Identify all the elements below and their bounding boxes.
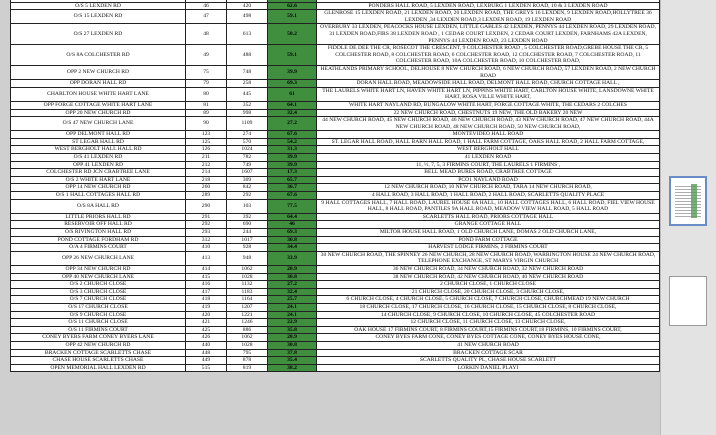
addresses-cell: WHITE HART NAYLAND RD, BUNGALOW WHITE HART, FORGE COTTAGE WHITE, THE CEDARS 2 COLCHES [317, 101, 660, 109]
count-cell: 878 [227, 357, 268, 365]
ref-cell: 312 [186, 236, 227, 244]
location-cell: O/S 3 CHURCH CLOSE [11, 288, 186, 296]
percent-cell: 67.6 [268, 131, 317, 139]
page-thumbnail-next[interactable] [669, 276, 707, 326]
percent-cell: 17.3 [268, 169, 317, 177]
count-cell: 819 [227, 364, 268, 372]
count-cell: 1028 [227, 273, 268, 281]
location-cell: OPP 20 NEW CHURCH RD [11, 109, 186, 117]
location-cell: POND COTTAGE FORDHAM RD [11, 236, 186, 244]
table-row [11, 296, 660, 304]
addresses-cell: MILTOR HOUSE HALL ROAD, 1 OLD CHURCH LANE, DOMAS 2 OLD CHURCH LANE, [317, 229, 660, 237]
table-row [11, 131, 660, 139]
ref-cell: 218 [186, 176, 227, 184]
table-row [11, 281, 660, 289]
location-cell: O/S 41 LEXDEN RD [11, 154, 186, 162]
addresses-cell: PONDERS HALL ROAD, 5 LEXDEN ROAD, LEXBURG 1 LEXDEN ROAD, 10 & 3 LEXDEN ROAD [317, 2, 660, 10]
ref-cell: 292 [186, 221, 227, 229]
ref-cell: 448 [186, 349, 227, 357]
ref-cell: 515 [186, 364, 227, 372]
location-cell: RESERVOIR OFF HALL RD [11, 221, 186, 229]
table-row [11, 221, 660, 229]
count-cell: 749 [227, 161, 268, 169]
percent-cell: 30.8 [268, 341, 317, 349]
addresses-cell: 41 LEXDEN ROAD [317, 154, 660, 162]
count-cell: 1607 [227, 169, 268, 177]
ref-cell: 81 [186, 101, 227, 109]
ref-cell: 90 [186, 117, 227, 131]
location-cell: OPP 40 NEW CHURCH LANE [11, 273, 186, 281]
location-cell: OPP 42 NEW CHURCH RD [11, 341, 186, 349]
percent-cell: 37.8 [268, 349, 317, 357]
ref-cell: 425 [186, 326, 227, 334]
thumbnail-text-lines [675, 184, 701, 218]
count-cell: 795 [227, 349, 268, 357]
count-cell: 748 [227, 65, 268, 79]
percent-cell: 31.3 [268, 146, 317, 154]
percent-cell: 27.2 [268, 281, 317, 289]
addresses-cell: 44 NEW CHURCH ROAD, 45 NEW CHURCH ROAD, 46 NEW CHURCH ROAD, 43 NEW CHURCH ROAD, 47 NEW CHURCH ROAD, 44A NEW CHURCH ROAD, 48 NEW CHURCH ROAD, 50 NEW CHURCH ROAD, [317, 117, 660, 131]
table-row [11, 45, 660, 66]
percent-cell: 50.2 [268, 24, 317, 45]
addresses-cell: 9 HALL COTTAGES HALL, 7 HALL ROAD, LAUREL HOUSE 6A HALL, 10 HALL COTTAGES HALL, 6 HALL ROAD, FIEL VIEW HOUSE HALL, 8 HALL ROAD, PANTILES 9A HALL ROAD, MEADOW VIEW HALL ROAD, 5 HALL ROAD [317, 199, 660, 213]
table-row [11, 192, 660, 200]
table-row [11, 213, 660, 221]
table-row [11, 349, 660, 357]
ref-cell: 289 [186, 192, 227, 200]
count-cell: 1024 [227, 146, 268, 154]
ref-cell: 75 [186, 65, 227, 79]
addresses-cell: 30 NEW CHURCH ROAD, THE SPINNEY 26 NEW CHURCH, 28 NEW CHURCH ROAD, WARRINGTON HOUSE 24 NEW CHURCH ROAD, TELEPHONE EXCHANGE, ST MARYS VIRGIN CHURCH [317, 251, 660, 265]
count-cell: 782 [227, 154, 268, 162]
location-cell: O/S 47 NEW CHURCH LANE [11, 117, 186, 131]
table-row [11, 236, 660, 244]
location-cell: LITTLE PRIORS HALL RD [11, 213, 186, 221]
count-cell: 998 [227, 109, 268, 117]
ref-cell: 123 [186, 131, 227, 139]
addresses-cell: BRACKEN COTTAGE SCAR [317, 349, 660, 357]
ref-cell: 212 [186, 161, 227, 169]
ref-cell: 79 [186, 80, 227, 88]
count-cell: 352 [227, 101, 268, 109]
count-cell: 1164 [227, 296, 268, 304]
table-row [11, 176, 660, 184]
addresses-cell: 36 NEW CHURCH ROAD, 34 NEW CHURCH ROAD, 32 NEW CHURCH ROAD [317, 265, 660, 273]
table-body [11, 0, 660, 372]
percent-cell: 64.1 [268, 101, 317, 109]
location-cell: ST LEGAR HALL RD [11, 138, 186, 146]
count-cell: 1017 [227, 236, 268, 244]
ref-cell: 80 [186, 87, 227, 101]
location-cell: OPEN MEMORIAL HALL LEXDEN RD [11, 364, 186, 372]
addresses-cell: 6 CHURCH CLOSE, 4 CHURCH CLOSE, 5 CHURCH CLOSE, 7 CHURCH CLOSE, CHURCHMEAD 19 NEW CHURCH [317, 296, 660, 304]
table-row [11, 265, 660, 273]
page-thumbnails-panel [660, 0, 716, 435]
location-cell: OPP FORGE COTTAGE WHITE HART LANE [11, 101, 186, 109]
percent-cell: 69.3 [268, 80, 317, 88]
ref-cell: 421 [186, 319, 227, 327]
addresses-cell: 18 CHURCH CLOSE, 17 CHURCH CLOSE, 16 CHURCH CLOSE, 15 CHURCH CLOSE, 8 CHURCH CLOSE, [317, 303, 660, 311]
count-cell: 498 [227, 10, 268, 24]
table-row [11, 357, 660, 365]
ref-cell: 415 [186, 273, 227, 281]
count-cell: 1246 [227, 319, 268, 327]
location-cell: O/A 4 FIRMINS COURT [11, 244, 186, 252]
location-cell: OPP 26 NEW CHURCH LANE [11, 251, 186, 265]
ref-cell: 420 [186, 311, 227, 319]
percent-cell: 39.9 [268, 154, 317, 162]
addresses-cell: BELL MEAD BURES ROAD, CRABTREE COTTAGE [317, 169, 660, 177]
ref-cell: 417 [186, 288, 227, 296]
percent-cell: 67.6 [268, 192, 317, 200]
ref-cell: 416 [186, 281, 227, 289]
location-cell: O/S RIVINGTON HALL RD [11, 229, 186, 237]
ref-cell: 49 [186, 45, 227, 66]
location-cell: O/S 8A HALL RD [11, 199, 186, 213]
percent-cell: 33.9 [268, 251, 317, 265]
count-cell: 613 [227, 24, 268, 45]
addresses-cell: LORKIN DANIEL PLAYI [317, 364, 660, 372]
count-cell: 842 [227, 184, 268, 192]
addresses-cell: OAK HOUSE 17 FIRMINS COURT, 8 FIRMINS COURT,15 FIRMINS COURT,18 FIRMINS, 10 FIRMINS COURT, [317, 326, 660, 334]
location-cell: CONEY BYERS FARM CONEY BYERS LANE [11, 334, 186, 342]
table-row [11, 184, 660, 192]
location-cell: O/S 15 LEXDEN RD [11, 10, 186, 24]
count-cell: 309 [227, 176, 268, 184]
percent-cell: 77.5 [268, 199, 317, 213]
percent-cell: 46 [268, 221, 317, 229]
percent-cell: 59.1 [268, 10, 317, 24]
addresses-cell: SCARLETTS QUALITY PL, CHASE HOUSE SCARLETT [317, 357, 660, 365]
ref-cell: 211 [186, 154, 227, 162]
addresses-cell: 38 NEW CHURCH ROAD, 42 NEW CHURCH ROAD, 40 NEW CHURCH ROAD [317, 273, 660, 281]
addresses-cell: SCARLETTS HALL ROAD, PRIORS COTTAGE HALL [317, 213, 660, 221]
addresses-cell: HARVEST LODGE FIRMINS, 2 FIRMINS COURT [317, 244, 660, 252]
percent-cell: 54.2 [268, 138, 317, 146]
table-row [11, 311, 660, 319]
page-thumbnail-current[interactable] [669, 176, 707, 226]
ref-cell: 449 [186, 357, 227, 365]
data-table [10, 0, 660, 372]
count-cell: 1062 [227, 265, 268, 273]
ref-cell: 293 [186, 229, 227, 237]
addresses-cell: GRANGE COTTAGE HALL [317, 221, 660, 229]
location-cell: O/S 1 HALL COTTAGES HALL RD [11, 192, 186, 200]
count-cell: 570 [227, 138, 268, 146]
location-cell: OPP 41 LEXDEN RD [11, 161, 186, 169]
percent-cell: 59.1 [268, 45, 317, 66]
count-cell: 1132 [227, 281, 268, 289]
ref-cell: 410 [186, 244, 227, 252]
table-row [11, 303, 660, 311]
percent-cell: 69.3 [268, 229, 317, 237]
table-row [11, 251, 660, 265]
percent-cell: 39.9 [268, 161, 317, 169]
percent-cell: 30.8 [268, 236, 317, 244]
location-cell: WEST BERGHOLT HALL HALL RD [11, 146, 186, 154]
addresses-cell: PCO1 NAYLAND ROAD [317, 176, 660, 184]
location-cell: O/S 9 CHURCH CLOSE [11, 311, 186, 319]
count-cell: 1183 [227, 288, 268, 296]
thumbnail-green-column [691, 184, 697, 218]
addresses-cell: 4 HALL ROAD, 3 HALL ROAD, 1 HALL ROAD, 2 HALL ROAD, SCARLETTS QUALITY PLACE [317, 192, 660, 200]
percent-cell: 22.9 [268, 319, 317, 327]
count-cell: 244 [227, 229, 268, 237]
location-cell: OPP 34 NEW CHURCH RD [11, 265, 186, 273]
location-cell: CHARLTON HOUSE WHITE HART LANE [11, 87, 186, 101]
ref-cell: 290 [186, 199, 227, 213]
count-cell: 1207 [227, 303, 268, 311]
percent-cell: 35.4 [268, 357, 317, 365]
count-cell: 392 [227, 213, 268, 221]
table-row [11, 319, 660, 327]
percent-cell: 65.7 [268, 176, 317, 184]
ref-cell: 419 [186, 303, 227, 311]
addresses-cell: CONEY BYES FARM CONE, CONEY BYES COTTAGE CONE, CONEY BYES HOUSE CONE, [317, 334, 660, 342]
count-cell: 488 [227, 45, 268, 66]
count-cell: 928 [227, 244, 268, 252]
percent-cell: 24.1 [268, 311, 317, 319]
count-cell: 886 [227, 326, 268, 334]
table-row [11, 101, 660, 109]
ref-cell: 426 [186, 334, 227, 342]
ref-cell: 260 [186, 184, 227, 192]
ref-cell: 125 [186, 138, 227, 146]
percent-cell: 27.2 [268, 117, 317, 131]
ref-cell: 418 [186, 296, 227, 304]
percent-cell: 28.9 [268, 334, 317, 342]
location-cell: O/S 2 WHITE HART LANE [11, 176, 186, 184]
ref-cell: 413 [186, 251, 227, 265]
table-row [11, 244, 660, 252]
addresses-cell: HEATHLANDS PRIMARY SCHOOL, DELHOUSE 8 NEW CHURCH ROAD, 6 NEW CHURCH ROAD, 57 LEXDEN ROAD, 2 NEW CHURCH ROAD [317, 65, 660, 79]
table-row [11, 334, 660, 342]
ref-cell: 126 [186, 146, 227, 154]
ref-cell: 47 [186, 10, 227, 24]
addresses-cell: OVERBURY 33 LEXDEN, PEACOCKS HOUSE LEXDEN, LITTLE GABLES 42 LEXDEN, PENNYS 44 LEXDEN ROAD, 29 LEXDEN ROAD, 31 LEXDEN ROAD,FIRS 38 LEXDEN ROAD , 1 CEDAR COURT LEXDEN, 2 CEDAR COURT LEXDEN, FARNHAMS 42A LEXDEN, PENNYS 44 LEXDEN ROAD, 23 LEXDEN ROAD [317, 24, 660, 45]
count-cell: 948 [227, 251, 268, 265]
table-row [11, 161, 660, 169]
location-cell: O/S 11 CHURCH CLOSE [11, 319, 186, 327]
count-cell: 1221 [227, 311, 268, 319]
table-row [11, 117, 660, 131]
addresses-cell: ST. LEGAR HALL ROAD, HALL BARN HALL ROAD, 1 HALL FARM COTTAGE, OAKS HALL ROAD, 2 HALL FARM COTTAGE, [317, 138, 660, 146]
count-cell: 445 [227, 87, 268, 101]
table-row [11, 364, 660, 372]
percent-cell: 39.9 [268, 65, 317, 79]
location-cell: OPP DELMONT HALL RD [11, 131, 186, 139]
addresses-cell: DORAN HALL ROAD, MEADOWSIDE HALL ROAD, DELMONT HALL ROAD, CHURCH COTTAGE HALL , [317, 80, 660, 88]
table-row [11, 87, 660, 101]
addresses-cell: 14 CHURCH CLOSE, 9 CHURCH CLOSE, 10 CHURCH CLOSE, 45 COLCHESTER ROAD [317, 311, 660, 319]
table-row [11, 341, 660, 349]
location-cell: OPP DORAN HALL RD [11, 80, 186, 88]
table-row [11, 65, 660, 79]
table-row [11, 146, 660, 154]
addresses-cell: 12 NEW CHURCH ROAD, 10 NEW CHURCH ROAD, TARA 14 NEW CHURCH ROAD, [317, 184, 660, 192]
ref-cell: 291 [186, 213, 227, 221]
addresses-cell: 2 CHURCH CLOSE, 1 CHURCH CLOSE [317, 281, 660, 289]
addresses-cell: 11, ½, 7, 5, 3 FIRMINS COURT, THE LAURELS 1 FIRMINS , [317, 161, 660, 169]
count-cell: 1028 [227, 341, 268, 349]
addresses-cell: 22 NEW CHURCH ROAD, CHESTNUTS 19 NEW, THE OLD BAKERY 20 NEW [317, 109, 660, 117]
addresses-cell: WEST BERGHOLT HALL [317, 146, 660, 154]
table-row [11, 288, 660, 296]
table-row [11, 273, 660, 281]
count-cell: 1109 [227, 117, 268, 131]
percent-cell: 34.4 [268, 244, 317, 252]
location-cell: O/S 7 CHURCH CLOSE [11, 296, 186, 304]
percent-cell: 38.2 [268, 364, 317, 372]
percent-cell: 35.8 [268, 326, 317, 334]
count-cell: 690 [227, 221, 268, 229]
addresses-cell: FIDDLE DE DEE THE CR, ROSECOT THE CRESCENT, 9 COLCHESTER ROAD , 5 COLCHESTER ROAD,GREBE HOUSE THE CR, 5 COLCHESTER ROAD, 8 COLCHESTER ROAD, 6 COLCHESTER ROAD, 12 COLCHESTER ROAD, 7 COLCHESTER ROAD, 11 COLCHESTER ROAD, 10A COLCHESTER ROAD, 10 COLCHESTER ROAD, [317, 45, 660, 66]
count-cell: 258 [227, 80, 268, 88]
location-cell: BRACKEN COTTAGE SCARLETTS CHASE [11, 349, 186, 357]
count-cell: 292 [227, 192, 268, 200]
percent-cell: 36.7 [268, 184, 317, 192]
ref-cell: 89 [186, 109, 227, 117]
percent-cell: 28.9 [268, 265, 317, 273]
location-cell: COLCHESTER RD JCN CRABTREE LANE [11, 169, 186, 177]
table-row [11, 10, 660, 24]
location-cell: O/S 27 LEXDEN RD [11, 24, 186, 45]
location-cell: O/S 11 FIRMINS COURT [11, 326, 186, 334]
location-cell: O/S 2 CHURCH CLOSE [11, 281, 186, 289]
ref-cell: 46 [186, 2, 227, 10]
addresses-cell: 41 NEW CHURCH ROAD [317, 341, 660, 349]
table-row [11, 2, 660, 10]
addresses-cell: MONTEVIDEO HALL ROAD [317, 131, 660, 139]
percent-cell: 25.7 [268, 296, 317, 304]
count-cell: 1062 [227, 334, 268, 342]
addresses-cell: 21 CHURCH CLOSE, 20 CHURCH CLOSE, 3 CHURCH CLOSE, [317, 288, 660, 296]
location-cell: OPP 2 NEW CHURCH RD [11, 65, 186, 79]
ref-cell: 214 [186, 169, 227, 177]
addresses-cell: GLENROSE 15 LEXDEN ROAD, 21 LEXDEN ROAD, 20 LEXDEN ROAD, THE GREYS 16 LEXDEN, 9 LEXDEN ROAD,HOLLYTREE 36 LEXDEN ,34 LEXDEN ROAD,3 LEXDEN ROAD, 19 LEXDEN ROAD [317, 10, 660, 24]
percent-cell: 64.4 [268, 213, 317, 221]
addresses-cell: THE LAURELS WHITE HART LN, HAVEN WHITE HART LN, PIPPINS WHITE HART, CARLTON HOUSE WHITE, LANSDOWNE WHITE HART, ROSA VILLE WHITE HART, [317, 87, 660, 101]
location-cell: O/S 17 CHURCH CLOSE [11, 303, 186, 311]
table-row [11, 138, 660, 146]
addresses-cell: 12 CHURCH CLOSE, 11 CHURCH CLOSE, 13 CHURCH CLOSE, [317, 319, 660, 327]
percent-cell: 30.8 [268, 273, 317, 281]
location-cell: OPP 14 NEW CHURCH RD [11, 184, 186, 192]
table-row [11, 24, 660, 45]
table-row [11, 229, 660, 237]
count-cell: 274 [227, 131, 268, 139]
document-page [10, 0, 660, 372]
percent-cell: 32.4 [268, 109, 317, 117]
table-row [11, 80, 660, 88]
ref-cell: 48 [186, 24, 227, 45]
addresses-cell: POND FARM COTTAGE [317, 236, 660, 244]
count-cell: 420 [227, 2, 268, 10]
ref-cell: 414 [186, 265, 227, 273]
table-row [11, 169, 660, 177]
location-cell: O/S 5 LEXDEN RD [11, 2, 186, 10]
ref-cell: 440 [186, 341, 227, 349]
location-cell: O/S 8A COLCHESTER RD [11, 45, 186, 66]
table-row [11, 199, 660, 213]
table-row [11, 326, 660, 334]
count-cell: 103 [227, 199, 268, 213]
percent-cell: 24.1 [268, 303, 317, 311]
location-cell: CHASE HOUSE SCARLETTS CHASE [11, 357, 186, 365]
table-row [11, 154, 660, 162]
percent-cell: 32.4 [268, 288, 317, 296]
percent-cell: 62.6 [268, 2, 317, 10]
table-row [11, 109, 660, 117]
percent-cell: 61 [268, 87, 317, 101]
